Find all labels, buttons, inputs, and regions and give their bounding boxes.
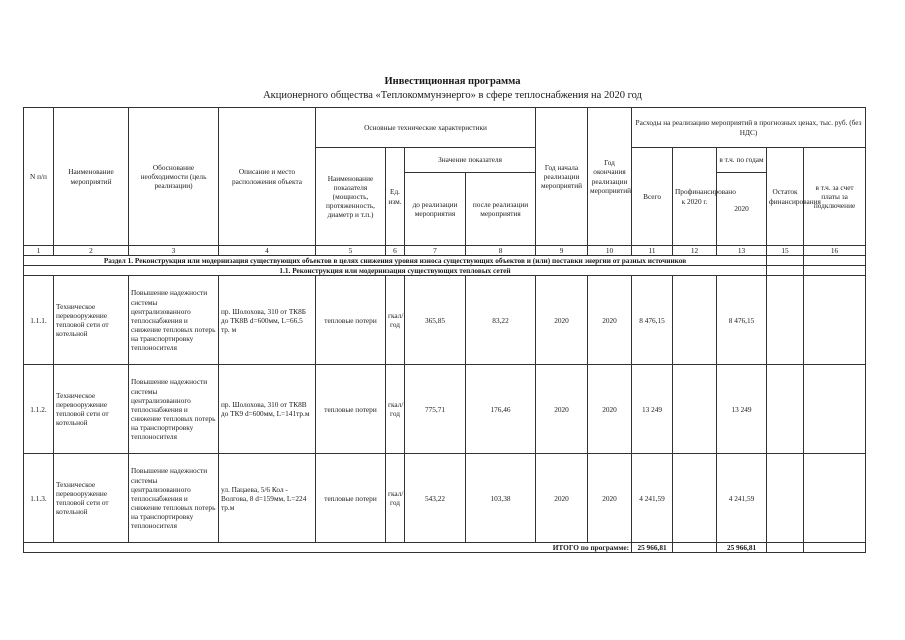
col-number: 11 (632, 246, 673, 256)
table-row (24, 276, 866, 365)
col-number: 16 (804, 246, 866, 256)
row-name: Техническое перевооружение тепловой сети от котельной (54, 276, 129, 365)
row-2020: 13 249 (717, 365, 767, 454)
header-name: Наименование мероприятий (54, 108, 129, 246)
col-number: 7 (405, 246, 466, 256)
header-tech: Основные технические характеристики (316, 108, 536, 148)
header-incl-years: в т.ч. по годам (717, 148, 767, 173)
col-number: 8 (466, 246, 536, 256)
header-value: Значение показателя (405, 148, 536, 173)
row-unit: гкал/год (386, 276, 405, 365)
header-fee: в т.ч. за счет платы за подключение (804, 148, 866, 246)
row-name: Техническое перевооружение тепловой сети от котельной (54, 454, 129, 543)
row-param: тепловые потери (316, 276, 386, 365)
row-financed (673, 365, 717, 454)
row-remaining (767, 365, 804, 454)
row-unit: гкал/год (386, 454, 405, 543)
header-total: Всего (632, 148, 673, 246)
row-start: 2020 (536, 276, 588, 365)
row-total: 13 249 (632, 365, 673, 454)
row-fee (804, 276, 866, 365)
row-2020: 8 476,15 (717, 276, 767, 365)
row-remaining (767, 454, 804, 543)
col-number: 13 (717, 246, 767, 256)
row-reason: Повышение надежности системы централизованного теплоснабжения и снижение тепловых потерь на транспортировку теплоносителя (129, 454, 219, 543)
row-start: 2020 (536, 454, 588, 543)
row-param: тепловые потери (316, 365, 386, 454)
row-fee (804, 365, 866, 454)
row-after: 83,22 (466, 276, 536, 365)
row-reason: Повышение надежности системы централизованного теплоснабжения и снижение тепловых потерь на транспортировку теплоносителя (129, 276, 219, 365)
row-total: 4 241,59 (632, 454, 673, 543)
row-end: 2020 (588, 365, 632, 454)
header-param-name: Наименование показателя (мощность, протяженность, диаметр и т.п.) (316, 148, 386, 246)
header-expenses: Расходы на реализацию мероприятий в прогнозных ценах, тыс. руб. (без НДС) (632, 108, 866, 148)
header-place: Описание и место расположения объекта (219, 108, 316, 246)
document-subtitle: Акционерного общества «Теплокоммунэнерго» в сфере теплоснабжения на 2020 год (263, 90, 642, 101)
col-number: 15 (767, 246, 804, 256)
row-before: 543,22 (405, 454, 466, 543)
col-number: 3 (129, 246, 219, 256)
row-financed (673, 454, 717, 543)
header-2020: 2020 (717, 173, 767, 246)
row-financed (673, 276, 717, 365)
header-after: после реализации мероприятия (466, 173, 536, 246)
investment-program-table (23, 107, 866, 553)
row-start: 2020 (536, 365, 588, 454)
row-before: 775,71 (405, 365, 466, 454)
subsection-heading: 1.1. Реконструкция или модернизация существующих тепловых сетей (24, 266, 767, 276)
row-reason: Повышение надежности системы централизованного теплоснабжения и снижение тепловых потерь на транспортировку теплоносителя (129, 365, 219, 454)
header-unit: Ед. изм. (386, 148, 405, 246)
header-start: Год начала реализации мероприятий (536, 108, 588, 246)
totals-2020: 25 966,81 (717, 543, 767, 553)
row-fee (804, 454, 866, 543)
col-number: 1 (24, 246, 54, 256)
row-param: тепловые потери (316, 454, 386, 543)
header-before: до реализации мероприятия (405, 173, 466, 246)
header-financed: Профинансировано к 2020 г. (673, 148, 717, 246)
header-reason: Обоснование необходимости (цель реализации) (129, 108, 219, 246)
col-number: 9 (536, 246, 588, 256)
col-number: 5 (316, 246, 386, 256)
row-place: пр. Шолохова, 310 от ТК8Б до ТК8В d=600мм, L=66.5 тр. м (219, 276, 316, 365)
totals-row (24, 543, 866, 553)
col-number: 2 (54, 246, 129, 256)
col-number: 12 (673, 246, 717, 256)
col-number: 10 (588, 246, 632, 256)
row-before: 365,85 (405, 276, 466, 365)
header-end: Год окончания реализации мероприятий (588, 108, 632, 246)
totals-total: 25 966,81 (632, 543, 673, 553)
row-place: ул. Пацаева, 5/6 Кол - Волгова, 8 d=159мм, L=224 тр.м (219, 454, 316, 543)
row-after: 103,38 (466, 454, 536, 543)
row-end: 2020 (588, 454, 632, 543)
row-after: 176,46 (466, 365, 536, 454)
col-number: 4 (219, 246, 316, 256)
row-remaining (767, 276, 804, 365)
row-end: 2020 (588, 276, 632, 365)
row-place: пр. Шолохова, 310 от ТК8В до ТК9 d=600мм, L=141тр.м (219, 365, 316, 454)
row-number: 1.1.2. (24, 365, 54, 454)
section-heading: Раздел 1. Реконструкция или модернизация существующих объектов в целях снижения уровня износа существующих объектов и (или) поставки энергии от разных источников (24, 256, 767, 266)
table-row (24, 365, 866, 454)
row-2020: 4 241,59 (717, 454, 767, 543)
table-row (24, 454, 866, 543)
row-number: 1.1.1. (24, 276, 54, 365)
row-unit: гкал/год (386, 365, 405, 454)
row-number: 1.1.3. (24, 454, 54, 543)
header-n: N п/п (24, 108, 54, 246)
row-name: Техническое перевооружение тепловой сети от котельной (54, 365, 129, 454)
col-number: 6 (386, 246, 405, 256)
header-remaining: Остаток финансирования (767, 148, 804, 246)
totals-label: ИТОГО по программе: (24, 543, 632, 553)
document-title: Инвестиционная программа (384, 76, 521, 87)
row-total: 8 476,15 (632, 276, 673, 365)
